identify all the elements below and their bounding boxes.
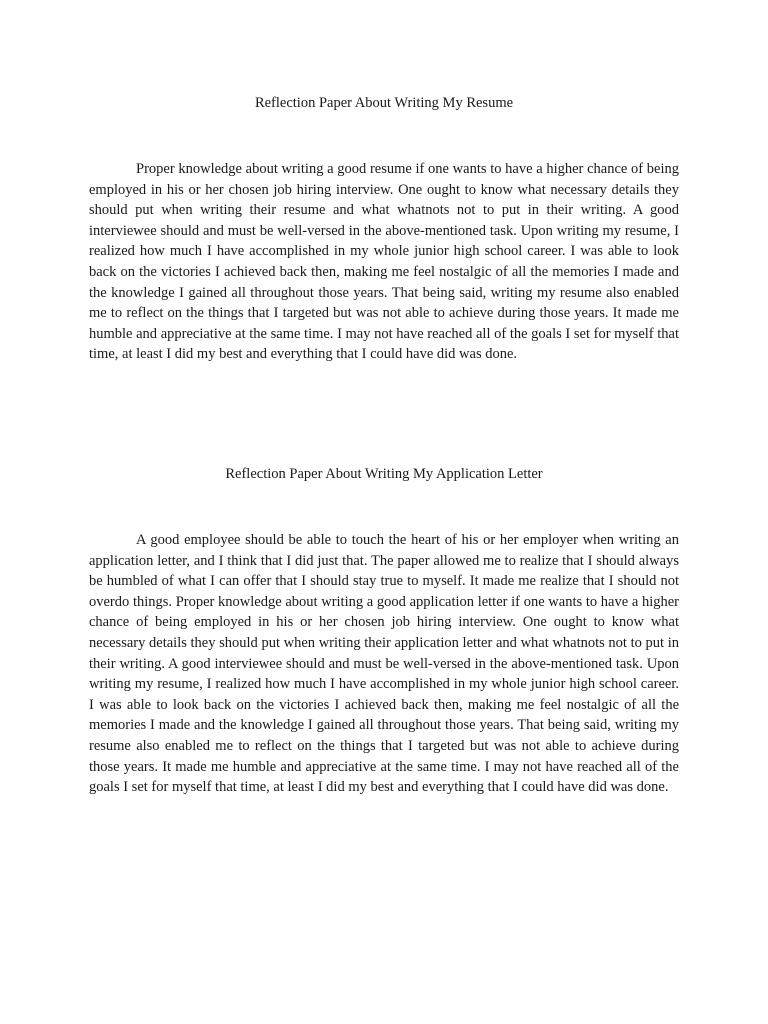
application-letter-reflection-paragraph: A good employee should be able to touch the heart of his or her employer when writing an application letter, and I think that I did just that. The paper allowed me to realize that I should always be humbled of what I can offer that I should stay true to myself. It made me realize that I should not overdo things. Proper knowledge about writing a good application letter if one wants to have a higher chance of being employed in his or her chosen job hiring interview. One ought to know what necessary details they should put when writing their application letter and what whatnots not to put in their writing. A good interviewee should and must be well-versed in the above-mentioned task. Upon writing my resume, I realized how much I have accomplished in my whole junior high school career. I was able to look back on the victories I achieved back then, making me feel nostalgic of all the memories I made and the knowledge I gained all throughout those years. That being said, writing my resume also enabled me to reflect on the things that I targeted but was not able to achieve during those years. It made me humble and appreciative at the same time. I may not have reached all of the goals I set for myself that time, at least I did my best and everything that I could have did was done. [89, 532, 679, 796]
resume-reflection-paragraph: Proper knowledge about writing a good resume if one wants to have a higher chance of being employed in his or her chosen job hiring interview. One ought to know what necessary details they should put when writing their resume and what whatnots not to put in their writing. A good interviewee should and must be well-versed in the above-mentioned task. Upon writing my resume, I realized how much I have accomplished in my whole junior high school career. I was able to look back on the victories I achieved back then, making me feel nostalgic of all the memories I made and the knowledge I gained all throughout those years. That being said, writing my resume also enabled me to reflect on the things that I targeted but was not able to achieve during those years. It made me humble and appreciative at the same time. I may not have reached all of the goals I set for myself that time, at least I did my best and everything that I could have did was done. [89, 161, 679, 363]
resume-reflection-title: Reflection Paper About Writing My Resume [254, 95, 514, 111]
application-letter-reflection-title: Reflection Paper About Writing My Application Letter [225, 466, 543, 482]
